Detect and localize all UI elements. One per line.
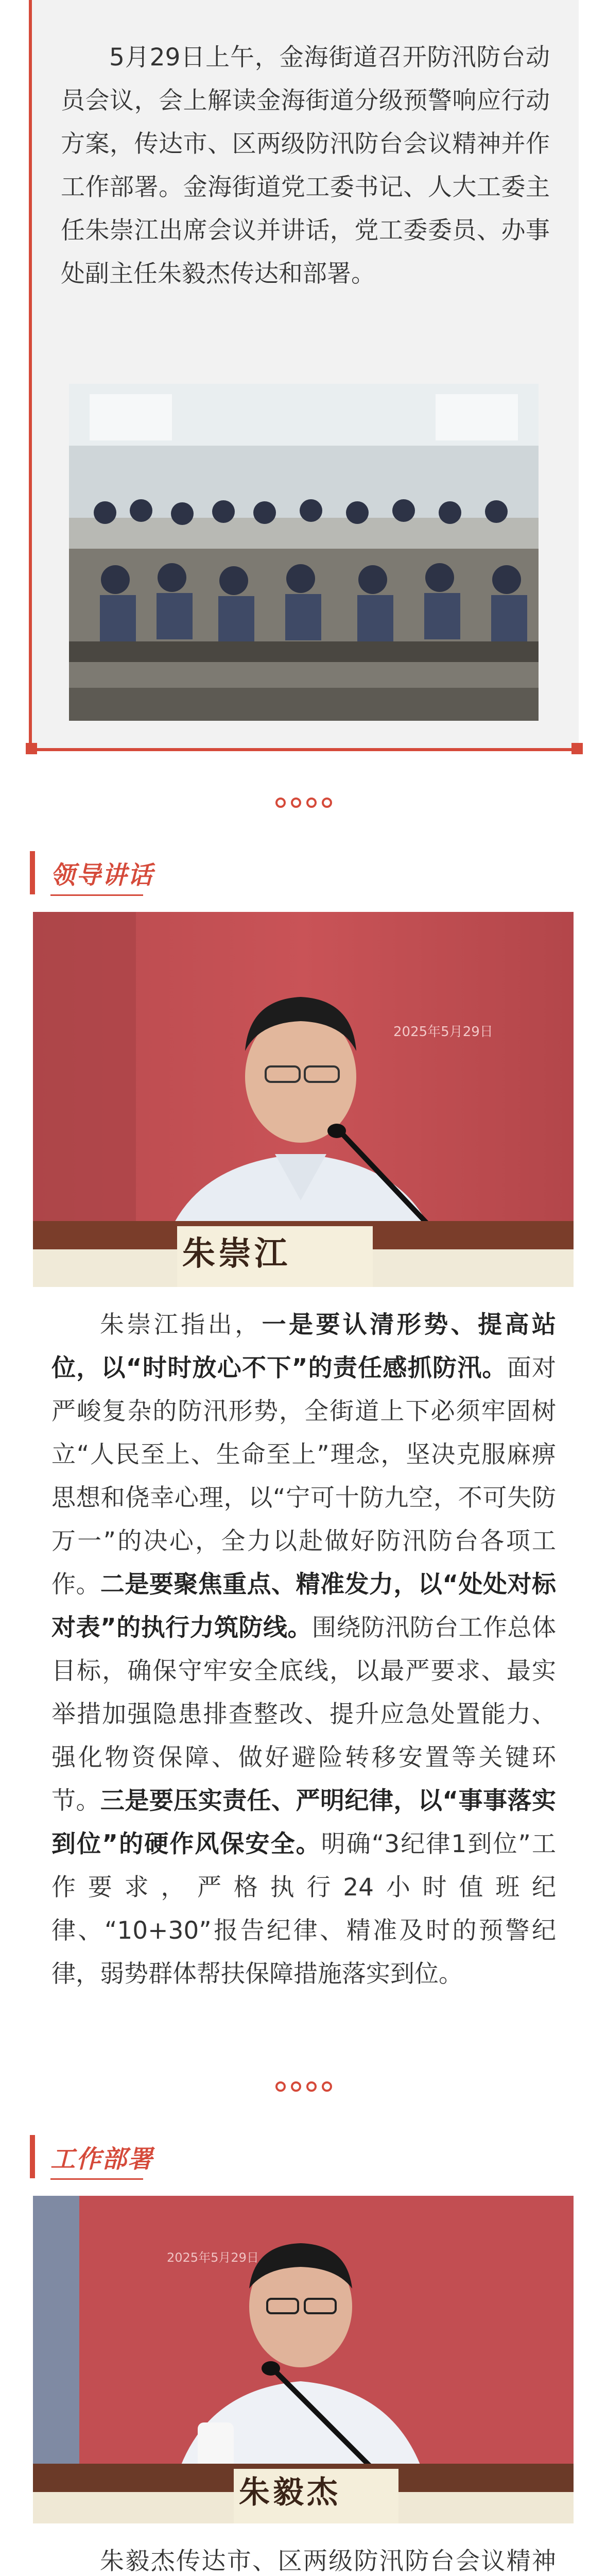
section-bar-icon [30, 2135, 35, 2178]
caption-deployment: 朱毅杰传达市、区两级防汛防台会议精神 [100, 2547, 556, 2575]
dot-icon [291, 2081, 301, 2092]
meeting-hall-photo[interactable] [69, 384, 539, 721]
dot-icon [306, 798, 317, 808]
nameplate-text: 朱毅杰 [239, 2475, 341, 2511]
section-header-leader-speech [30, 849, 586, 899]
meeting-hall-image [69, 384, 539, 721]
photo-timestamp: 2025年5月29日 [393, 1024, 493, 1040]
speech-point-1: 一是要认清形势、提高站位，以“时时放心不下”的责任感抓防汛。 [51, 1311, 556, 1382]
corner-marker [571, 743, 583, 754]
speech-point-3: 三是要压实责任、严明纪律，以“事事落实到位”的硬作风保安全。 [51, 1787, 557, 1858]
intro-paragraph: 5月29日上午，金海街道召开防汛防台动员会议，会上解读金海街道分级预警响应行动方案，传达市、区两级防汛防台会议精神并作工作部署。金海街道党工委书记、人大工委主任朱崇江出席会议并讲话，党工委委员、办事处副主任朱毅杰传达和部署。 [61, 43, 550, 288]
section-title: 工作部署 [50, 2145, 154, 2174]
section-title: 领导讲话 [50, 861, 154, 890]
corner-marker [26, 743, 37, 754]
speech-detail-1: 面对严峻复杂的防汛形势，全街道上下必须牢固树立“人民至上、生命至上”理念，坚决克服麻痹思想和侥幸心理，以“宁可十防九空，不可失防万一”的决心，全力以赴做好防汛防台各项工作。 [51, 1354, 557, 1599]
separator-dots [0, 2081, 607, 2095]
speaker-photo-zhu-yijie[interactable] [33, 2196, 574, 2523]
speech-point-2: 二是要聚焦重点、精准发力，以“处处对标对表”的执行力筑防线。 [51, 1570, 557, 1642]
dot-icon [306, 2081, 317, 2092]
dot-icon [291, 798, 301, 808]
separator-dots [0, 798, 607, 811]
dot-icon [322, 2081, 332, 2092]
speaker-image [33, 912, 574, 1287]
nameplate-text: 朱崇江 [182, 1234, 290, 1273]
section-underline [50, 2178, 143, 2180]
speech-detail-3: 明确“3纪律1到位”工作要求，严格执行24小时值班纪律、“10+30”报告纪律、精准及时的预警纪律，弱势群体帮扶保障措施落实到位。 [51, 1830, 556, 1988]
dot-icon [275, 798, 286, 808]
section-header-work-deployment [30, 2133, 586, 2182]
speech-lead: 朱崇江指出， [100, 1311, 262, 1339]
leader-speech-paragraph [51, 1303, 556, 1996]
dot-icon [275, 2081, 286, 2092]
speaker-photo-zhu-chongjiang[interactable] [33, 912, 574, 1287]
section-bar-icon [30, 851, 35, 894]
dot-icon [322, 798, 332, 808]
photo-timestamp: 2025年5月29日 [167, 2250, 259, 2265]
speech-detail-2: 围绕防汛防台工作总体目标，确保守牢安全底线，以最严要求、最实举措加强隐患排查整改、提升应急处置能力、强化物资保障、做好避险转移安置等关键环节。 [51, 1614, 557, 1815]
section-underline [50, 894, 143, 896]
